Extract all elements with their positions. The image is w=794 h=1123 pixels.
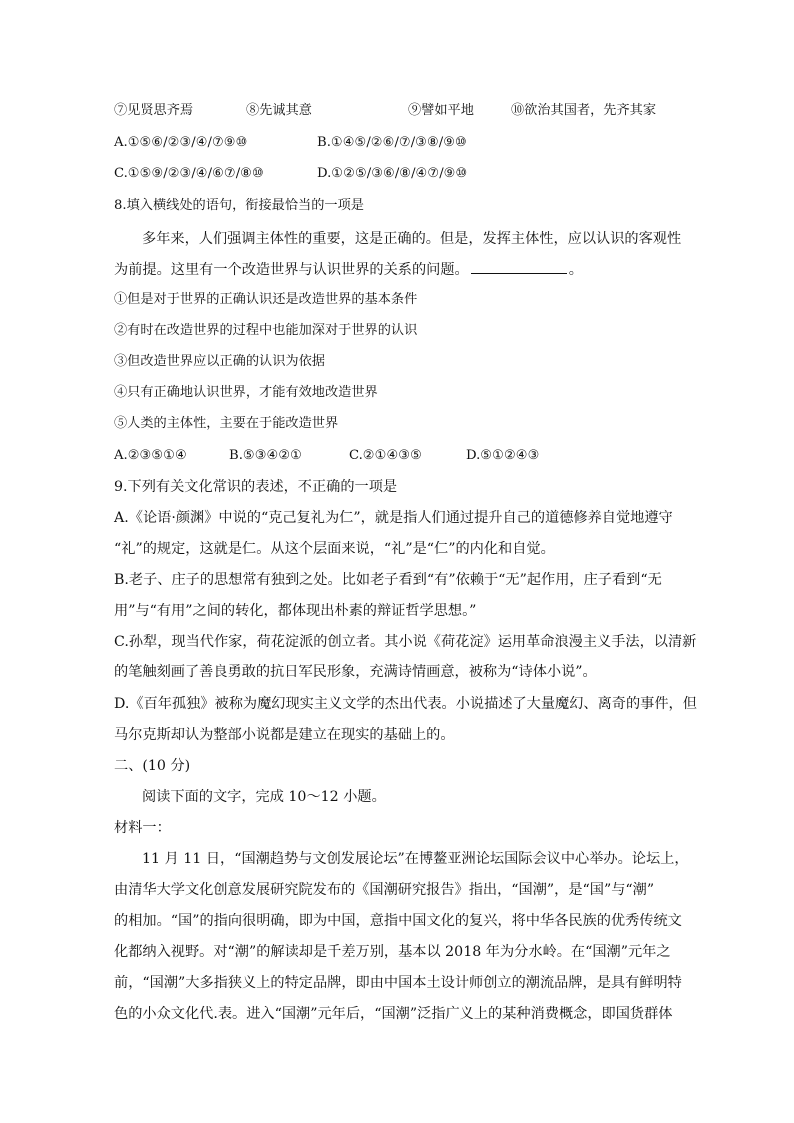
- q8-item-2: ②有时在改造世界的过程中也能加深对于世界的认识: [114, 323, 418, 338]
- option-7: ⑦见贤思齐焉: [114, 103, 194, 118]
- q8-choice-b: B.⑤③④②①: [229, 448, 302, 463]
- q8-passage-end: 。: [568, 262, 583, 278]
- q9-option-b-line-1: B.老子、庄子的思想常有独到之处。比如老子看到“有”依赖于“无”起作用，庄子看到“无: [114, 572, 662, 588]
- option-8: ⑧先诚其意: [246, 103, 312, 118]
- q8-passage-text: 为前提。这里有一个改造世界与认识世界的关系的问题。: [114, 262, 469, 278]
- q7-choice-d: D.①②⑤/③⑥/⑧/④⑦/⑨⑩: [317, 166, 468, 181]
- section-intro: 阅读下面的文字，完成 10～12 小题。: [142, 789, 386, 805]
- q8-stem: 8.填入横线处的语句，衔接最恰当的一项是: [114, 198, 364, 213]
- q8-item-4: ④只有正确地认识世界，才能有效地改造世界: [114, 385, 378, 400]
- option-10: ⑩欲治其国者，先齐其家: [511, 103, 657, 118]
- q8-choice-c: C.②①④③⑤: [349, 448, 422, 463]
- q7-choice-b: B.①④⑤/②⑥/⑦/③⑧/⑨⑩: [317, 135, 467, 150]
- q9-option-c-line-2: 的笔触刻画了善良勇敢的抗日军民形象，充满诗情画意，被称为“诗体小说”。: [114, 664, 597, 680]
- q7-choice-a: A.①⑤⑥/②③/④/⑦⑨⑩: [114, 135, 248, 150]
- q8-item-3: ③但改造世界应以正确的认识为依据: [114, 354, 325, 369]
- material-para-line-3: 的相加。“国”的指向很明确，即为中国，意指中国文化的复兴，将中华各民族的优秀传统文: [114, 913, 682, 929]
- q8-choice-a: A.②③⑤①④: [114, 448, 187, 463]
- section-heading: 二、(10 分): [114, 758, 191, 774]
- q9-option-b-line-2: 用”与“有用”之间的转化，都体现出朴素的辩证哲学思想。”: [114, 603, 477, 619]
- q9-option-c-line-1: C.孙犁，现当代作家，荷花淀派的创立者。其小说《荷花淀》运用革命浪漫主义手法，以清新: [114, 634, 697, 650]
- material-para-line-2: 由清华大学文化创意发展研究院发布的《国潮研究报告》指出，“国潮”，是“国”与“潮”: [114, 882, 655, 898]
- fill-in-blank: [471, 259, 567, 274]
- q9-option-d-line-1: D.《百年孤独》被称为魔幻现实主义文学的杰出代表。小说描述了大量魔幻、离奇的事件，但: [114, 696, 697, 712]
- q9-option-a-line-2: “礼”的规定，这就是仁。从这个层面来说，“礼”是“仁”的内化和自觉。: [114, 541, 555, 557]
- q9-option-a-line-1: A.《论语·颜渊》中说的“克己复礼为仁”，就是指人们通过提升自己的道德修养自觉地遵守: [114, 510, 673, 526]
- material-para-line-5: 前，“国潮”大多指狭义上的特定品牌，即由中国本土设计师创立的潮流品牌，是具有鲜明特: [114, 975, 682, 991]
- material-para-line-6: 色的小众文化代.表。进入“国潮”元年后，“国潮”泛指广义上的某种消费概念，即国货群体: [114, 1006, 673, 1022]
- q9-stem: 9.下列有关文化常识的表述，不正确的一项是: [114, 479, 398, 495]
- option-9: ⑨譬如平地: [408, 103, 474, 118]
- q8-passage-line-1: 多年来，人们强调主体性的重要，这是正确的。但是，发挥主体性，应以认识的客观性: [142, 231, 682, 247]
- q8-item-5: ⑤人类的主体性，主要在于能改造世界: [114, 416, 339, 431]
- q9-option-d-line-2: 马尔克斯却认为整部小说都是建立在现实的基础上的。: [114, 727, 455, 743]
- q8-item-1: ①但是对于世界的正确认识还是改造世界的基本条件: [114, 292, 418, 307]
- material-label: 材料一：: [114, 820, 171, 836]
- q8-choice-d: D.⑤①②④③: [466, 448, 540, 463]
- material-para-line-1: 11 月 11 日，“国潮趋势与文创发展论坛”在博鳌亚洲论坛国际会议中心举办。论坛上，: [142, 851, 689, 867]
- q8-passage-line-2: [114, 259, 583, 280]
- q7-choice-c: C.①⑤⑨/②③/④/⑥⑦/⑧⑩: [114, 166, 264, 181]
- material-para-line-4: 化都纳入视野。对“潮”的解读却是千差万别，基本以 2018 年为分水岭。在“国潮”元年之: [114, 944, 671, 960]
